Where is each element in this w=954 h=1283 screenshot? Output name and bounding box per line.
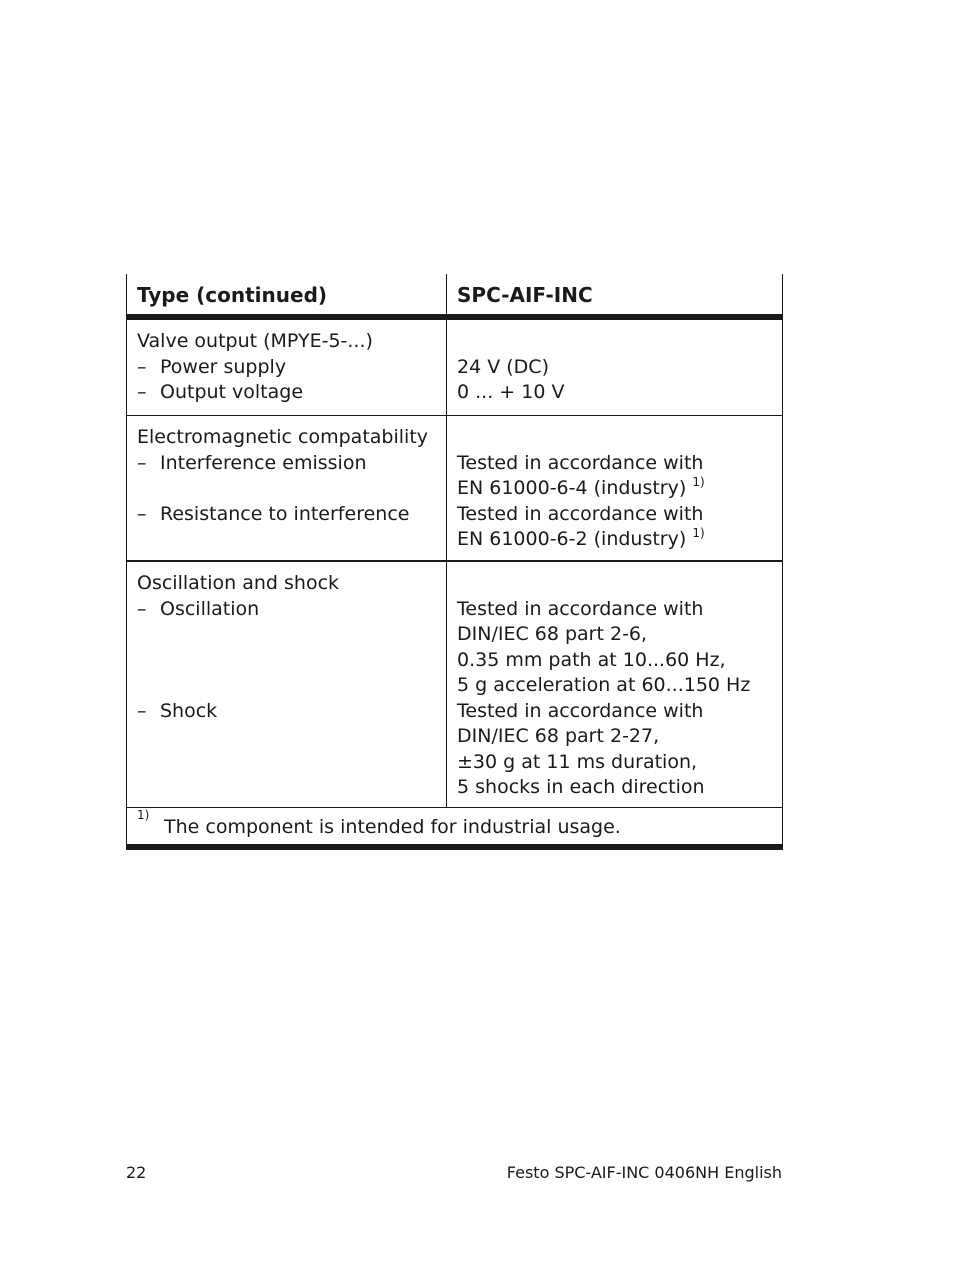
- table-row-oscillation: [126, 562, 783, 808]
- oscillation-item: [137, 597, 446, 623]
- oscillation-label: Oscillation: [160, 597, 260, 620]
- emc-values: [447, 416, 782, 560]
- power-supply-label: Power supply: [160, 355, 287, 378]
- footnote-ref: 1): [692, 475, 705, 489]
- valve-output-item-voltage: [137, 380, 446, 406]
- emc-item-resistance: [137, 502, 446, 528]
- table-footnote-row: [126, 808, 783, 850]
- emc-title: Electromagnetic compatability: [137, 426, 429, 448]
- list-dash: –: [137, 451, 147, 474]
- list-dash: –: [137, 355, 147, 378]
- oscillation-labels: [127, 562, 447, 807]
- header-product-label: SPC-AIF-INC: [457, 283, 593, 307]
- oscillation-title: Oscillation and shock: [137, 572, 340, 594]
- emission-value-line1: Tested in accordance with: [457, 451, 704, 474]
- document-info: Festo SPC-AIF-INC 0406NH English: [506, 1163, 782, 1182]
- emc-item-emission: [137, 451, 446, 477]
- footnote-ref: 1): [692, 526, 705, 540]
- list-dash: –: [137, 699, 147, 722]
- shock-value-line: DIN/IEC 68 part 2-27,: [457, 725, 660, 747]
- resistance-value-line2: EN 61000-6-2 (industry) $^{1)}$: [457, 526, 705, 550]
- shock-value-line: ±30 g at 11 ms duration,: [457, 750, 698, 773]
- oscillation-value-line: Tested in accordance with: [457, 597, 704, 620]
- table-row-valve-output: [126, 320, 783, 416]
- emission-value-line2: EN 61000-6-4 (industry) $^{1)}$: [457, 475, 705, 499]
- footnote-mark: 1): [137, 808, 150, 822]
- resistance-interference-label: Resistance to interference: [160, 502, 410, 525]
- output-voltage-value: 0 ... + 10 V: [457, 381, 565, 403]
- shock-item: [137, 699, 446, 725]
- list-dash: –: [137, 597, 147, 620]
- resistance-value-line1: Tested in accordance with: [457, 502, 704, 525]
- interference-emission-label: Interference emission: [160, 451, 367, 474]
- oscillation-value-line: 0.35 mm path at 10...60 Hz,: [457, 648, 726, 671]
- list-dash: –: [137, 381, 147, 403]
- oscillation-value-line: DIN/IEC 68 part 2-6,: [457, 623, 648, 645]
- list-dash: –: [137, 502, 147, 525]
- header-type-label: Type (continued): [127, 274, 447, 314]
- specification-table: [126, 274, 783, 850]
- shock-value-line: Tested in accordance with: [457, 699, 704, 722]
- shock-label: Shock: [160, 699, 218, 722]
- oscillation-values: [447, 562, 782, 807]
- table-row-emc: [126, 416, 783, 562]
- page-footer: [126, 1163, 782, 1182]
- shock-value-line: 5 shocks in each direction: [457, 776, 705, 798]
- output-voltage-label: Output voltage: [160, 381, 304, 403]
- page-number: 22: [126, 1163, 147, 1182]
- footnote-text: The component is intended for industrial usage.: [164, 816, 621, 838]
- valve-output-title: Valve output (MPYE-5-...): [137, 330, 373, 352]
- power-supply-value: 24 V (DC): [457, 355, 549, 378]
- valve-output-values: [447, 320, 782, 415]
- valve-output-labels: [127, 320, 447, 415]
- table-header-row: [126, 274, 783, 320]
- valve-output-item-power: [137, 355, 446, 381]
- oscillation-value-line: 5 g acceleration at 60...150 Hz: [457, 674, 751, 696]
- emc-labels: [127, 416, 447, 560]
